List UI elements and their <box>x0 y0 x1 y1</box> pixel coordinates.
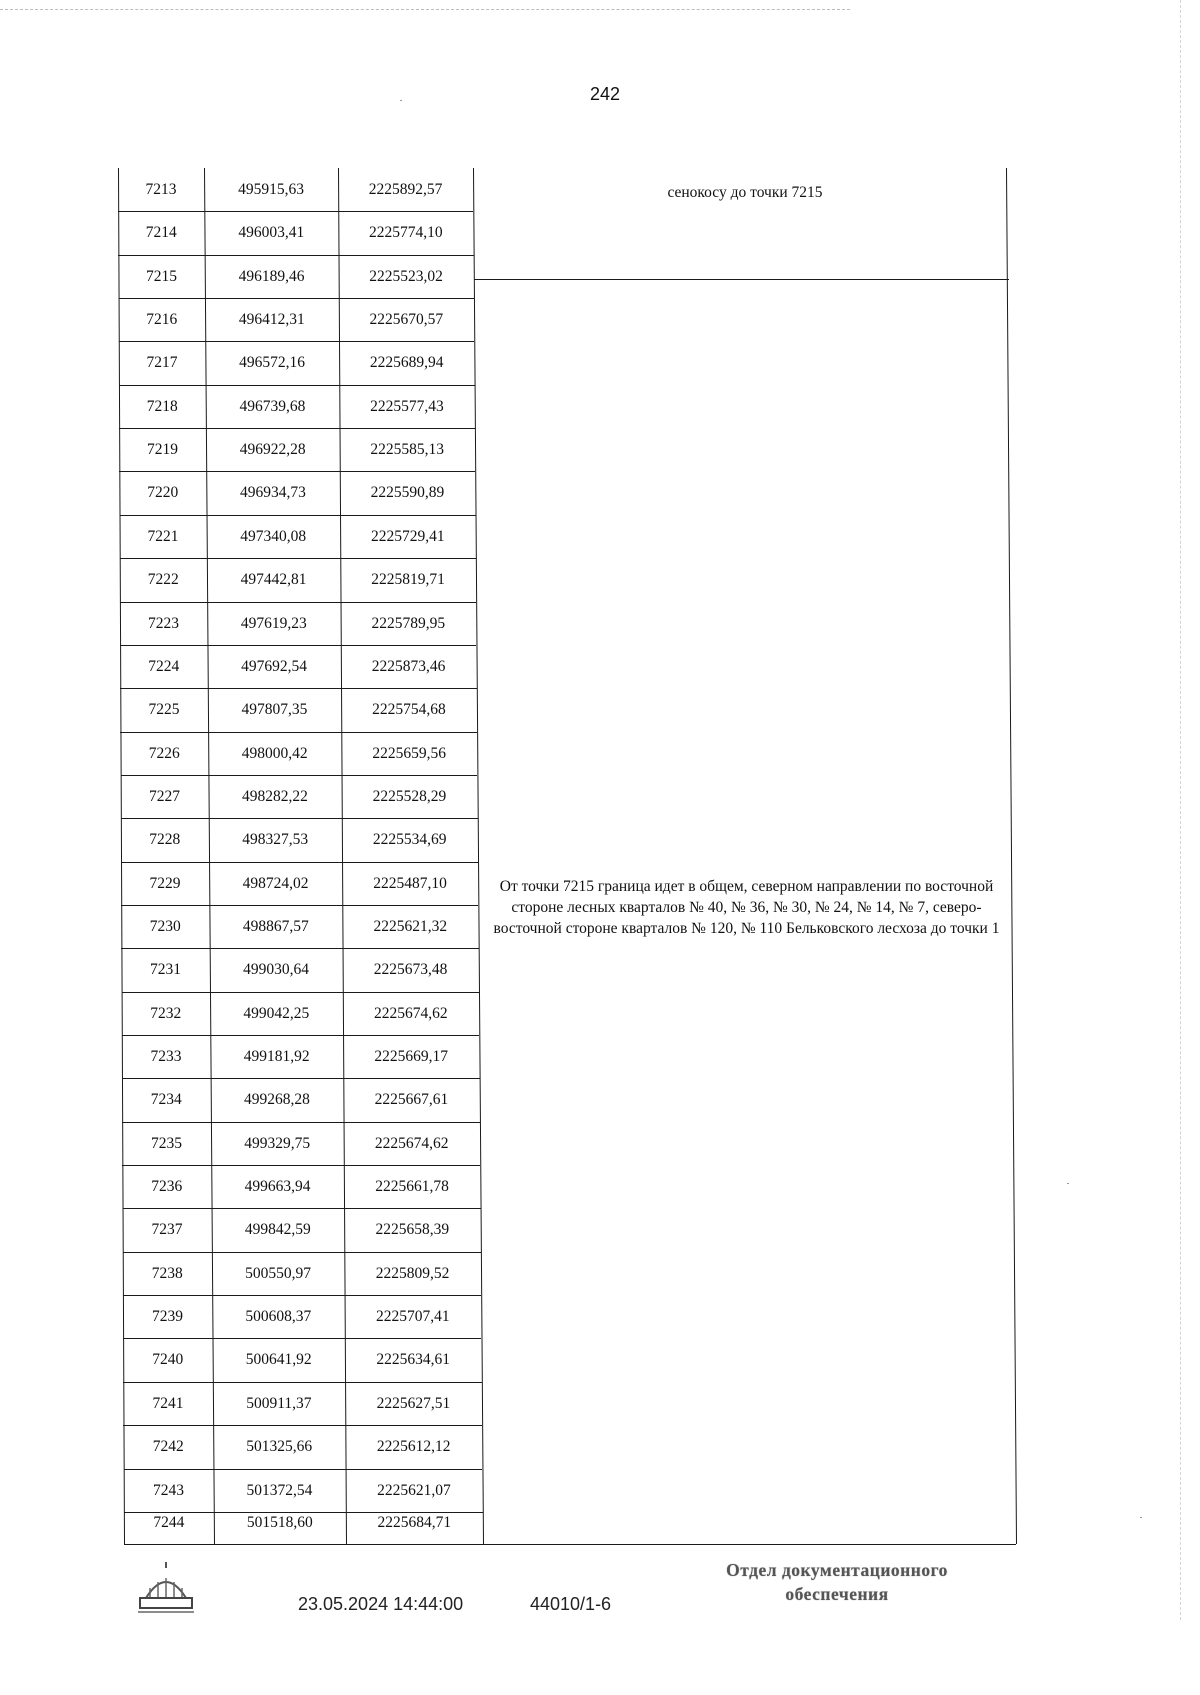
cell-point: 7229 <box>149 874 181 892</box>
cell-point: 7221 <box>147 527 179 545</box>
table-row <box>123 1295 481 1338</box>
stamp-line-1: Отдел документационного <box>726 1560 948 1580</box>
cell-y: 2225528,29 <box>372 787 447 805</box>
row-divider <box>119 471 475 472</box>
cell-x: 499842,59 <box>244 1221 311 1239</box>
row-divider <box>121 862 478 863</box>
row-divider <box>123 1382 482 1383</box>
table-right-border <box>1006 168 1017 1544</box>
row-divider <box>123 1295 481 1296</box>
cell-point: 7220 <box>147 484 179 502</box>
cell-y: 2225689,94 <box>369 354 444 372</box>
table-row <box>122 1035 480 1078</box>
table-row <box>120 515 476 558</box>
cell-x: 496572,16 <box>239 354 306 372</box>
row-divider <box>119 298 474 299</box>
table-row <box>121 775 478 818</box>
cell-point: 7213 <box>145 181 177 198</box>
row-divider <box>119 428 475 429</box>
row-divider <box>120 602 476 603</box>
cell-x: 499042,25 <box>243 1004 310 1022</box>
description-divider <box>474 279 1009 280</box>
table-row <box>123 1382 482 1425</box>
table-row <box>124 1469 483 1512</box>
cell-point: 7233 <box>150 1048 182 1065</box>
page-number: 242 <box>590 84 621 104</box>
cell-y: 2225534,69 <box>372 831 447 849</box>
table-row <box>119 428 475 471</box>
cell-y: 2225892,57 <box>368 181 443 198</box>
row-divider <box>120 515 476 516</box>
row-divider <box>122 992 479 993</box>
cell-x: 497807,35 <box>241 701 308 719</box>
row-divider <box>122 1078 480 1079</box>
cell-point: 7219 <box>147 441 178 459</box>
row-divider <box>123 1425 482 1426</box>
cell-x: 500550,97 <box>245 1264 311 1282</box>
cell-x: 496412,31 <box>238 311 305 329</box>
cell-x: 498724,02 <box>242 874 309 892</box>
table-row <box>123 1252 481 1295</box>
cell-y: 2225684,71 <box>377 1513 452 1531</box>
table-row <box>123 1425 482 1468</box>
cell-y: 2225729,41 <box>370 527 445 545</box>
table-row <box>120 732 477 775</box>
cell-y: 2225634,61 <box>376 1351 450 1369</box>
row-divider <box>122 1035 480 1036</box>
row-divider <box>119 385 475 386</box>
scan-top-edge <box>0 9 850 10</box>
row-divider <box>121 775 478 776</box>
cell-x: 498000,42 <box>241 744 308 762</box>
duma-logo-icon <box>134 1560 198 1616</box>
row-divider <box>121 905 478 906</box>
cell-x: 499663,94 <box>244 1178 311 1196</box>
row-divider <box>119 341 475 342</box>
boundary-description-top: сенокосу до точки 7215 <box>667 184 823 201</box>
scan-right-edge <box>1180 0 1181 1620</box>
cell-x: 496739,68 <box>239 397 306 415</box>
footer-document-number: 44010/1-6 <box>530 1594 612 1614</box>
cell-x: 497442,81 <box>240 571 307 589</box>
cell-point: 7244 <box>153 1513 185 1531</box>
row-divider <box>118 211 473 212</box>
table-row <box>122 1078 480 1121</box>
cell-y: 2225754,68 <box>372 701 446 719</box>
cell-point: 7226 <box>148 744 180 762</box>
row-divider <box>122 1122 480 1123</box>
cell-point: 7224 <box>148 657 180 675</box>
cell-x: 499030,64 <box>243 961 310 979</box>
cell-y: 2225659,56 <box>372 744 446 762</box>
table-row <box>118 255 473 298</box>
cell-point: 7216 <box>146 311 178 329</box>
row-divider <box>120 688 477 689</box>
cell-x: 495915,63 <box>238 181 304 198</box>
table-row <box>118 211 473 254</box>
table-row <box>118 168 473 211</box>
table-row <box>121 818 478 861</box>
row-divider <box>124 1469 483 1470</box>
cell-x: 496922,28 <box>239 441 306 459</box>
cell-point: 7239 <box>152 1308 184 1326</box>
cell-point: 7241 <box>152 1394 184 1412</box>
cell-y: 2225670,57 <box>369 311 444 329</box>
row-divider <box>123 1208 481 1209</box>
table-row <box>121 862 478 905</box>
boundary-description-main: От точки 7215 граница идет в общем, северном направлении по восточной стороне лесных кварталов № 40, № 36, № 30, № 24, № 14, № 7, северо-восточной стороне кварталов № 120, № 110 Бельковского лесхоза до точки 1 <box>493 878 1000 937</box>
cell-y: 2225774,10 <box>368 224 443 242</box>
cell-point: 7236 <box>151 1178 183 1196</box>
cell-x: 500608,37 <box>245 1308 312 1326</box>
row-divider <box>123 1338 481 1339</box>
table-row <box>124 1512 483 1534</box>
cell-x: 501518,60 <box>246 1513 313 1531</box>
cell-y: 2225873,46 <box>371 657 446 675</box>
cell-y: 2225661,78 <box>375 1178 449 1196</box>
footer-datetime: 23.05.2024 14:44:00 <box>298 1594 464 1614</box>
row-divider <box>120 732 477 733</box>
cell-x: 496189,46 <box>238 267 305 285</box>
cell-x: 496003,41 <box>238 224 305 242</box>
cell-y: 2225674,62 <box>374 1134 449 1152</box>
row-divider <box>122 1165 480 1166</box>
table-row <box>123 1338 481 1381</box>
cell-point: 7235 <box>151 1134 183 1152</box>
cell-x: 497340,08 <box>240 527 307 545</box>
cell-y: 2225707,41 <box>376 1308 450 1326</box>
table-row <box>120 558 476 601</box>
cell-point: 7217 <box>146 354 178 372</box>
cell-x: 499268,28 <box>244 1091 310 1109</box>
cell-y: 2225487,10 <box>373 874 447 892</box>
cell-y: 2225590,89 <box>370 484 445 502</box>
cell-point: 7214 <box>145 224 177 242</box>
cell-y: 2225789,95 <box>371 614 446 632</box>
table-row <box>122 992 479 1035</box>
cell-y: 2225809,52 <box>375 1264 450 1282</box>
cell-point: 7237 <box>151 1221 183 1239</box>
cell-point: 7234 <box>150 1091 182 1109</box>
cell-point: 7218 <box>146 397 178 415</box>
cell-x: 500641,92 <box>245 1351 312 1369</box>
cell-y: 2225658,39 <box>375 1221 450 1239</box>
cell-x: 498867,57 <box>242 917 309 935</box>
cell-x: 498282,22 <box>242 787 308 805</box>
row-divider <box>118 255 473 256</box>
cell-point: 7232 <box>150 1004 182 1022</box>
cell-x: 497692,54 <box>241 657 308 675</box>
row-divider <box>120 645 476 646</box>
table-bottom-border <box>124 1544 1016 1545</box>
table-row <box>119 341 475 384</box>
cell-y: 2225627,51 <box>376 1394 451 1412</box>
table-row <box>119 385 475 428</box>
cell-x: 500911,37 <box>246 1394 312 1412</box>
department-stamp <box>672 1558 1002 1606</box>
row-divider <box>121 818 478 819</box>
table-row <box>123 1208 481 1251</box>
cell-x: 497619,23 <box>240 614 307 632</box>
cell-x: 499181,92 <box>243 1048 310 1065</box>
cell-y: 2225585,13 <box>370 441 444 459</box>
cell-point: 7243 <box>153 1481 185 1499</box>
cell-point: 7242 <box>152 1438 184 1456</box>
cell-point: 7215 <box>146 267 177 285</box>
cell-x: 501325,66 <box>246 1438 313 1456</box>
cell-x: 501372,54 <box>246 1481 313 1499</box>
cell-y: 2225612,12 <box>376 1438 451 1456</box>
cell-y: 2225669,17 <box>374 1048 448 1065</box>
row-divider <box>123 1252 481 1253</box>
cell-point: 7225 <box>148 701 180 719</box>
cell-y: 2225621,07 <box>377 1481 451 1499</box>
table-row <box>120 688 477 731</box>
table-row <box>119 471 475 514</box>
cell-y: 2225577,43 <box>370 397 444 415</box>
scan-speck <box>1067 1183 1069 1184</box>
cell-x: 499329,75 <box>244 1134 311 1152</box>
cell-point: 7222 <box>147 571 179 589</box>
cell-y: 2225673,48 <box>373 961 448 979</box>
stamp-line-2: обеспечения <box>785 1584 889 1604</box>
table-row <box>121 948 478 991</box>
cell-x: 498327,53 <box>242 831 309 849</box>
cell-point: 7231 <box>150 961 182 979</box>
cell-point: 7223 <box>148 614 179 632</box>
row-divider <box>121 948 478 949</box>
cell-y: 2225621,32 <box>373 917 448 935</box>
cell-point: 7230 <box>149 917 181 935</box>
cell-x: 496934,73 <box>240 484 306 502</box>
cell-y: 2225819,71 <box>371 571 445 589</box>
table-row <box>119 298 474 341</box>
table-row <box>120 602 476 645</box>
table-row <box>121 905 478 948</box>
table-row <box>122 1165 480 1208</box>
scan-speck <box>1140 1517 1142 1518</box>
cell-point: 7238 <box>151 1264 183 1282</box>
cell-point: 7227 <box>149 787 181 805</box>
cell-point: 7228 <box>149 831 181 849</box>
cell-point: 7240 <box>152 1351 184 1369</box>
cell-y: 2225667,61 <box>374 1091 449 1109</box>
scan-speck <box>400 100 402 101</box>
table-row <box>120 645 476 688</box>
table-row <box>122 1122 480 1165</box>
cell-y: 2225674,62 <box>374 1004 448 1022</box>
row-divider <box>120 558 476 559</box>
row-divider <box>124 1512 483 1513</box>
cell-y: 2225523,02 <box>369 267 443 285</box>
